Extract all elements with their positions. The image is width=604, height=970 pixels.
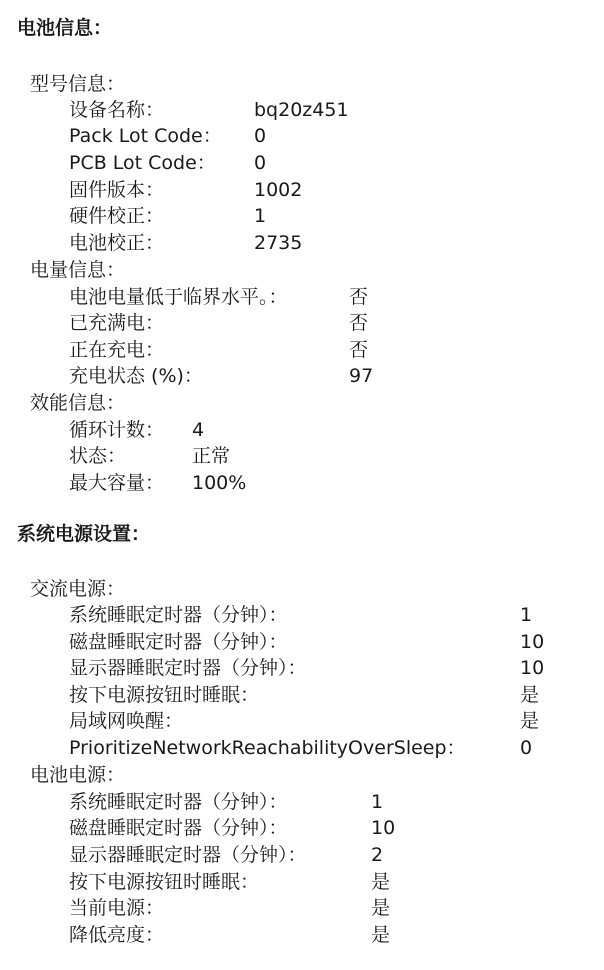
pack-lot-code-value: 0 [254, 125, 267, 147]
ac-network-reachability-label: PrioritizeNetworkReachabilityOverSleep： [69, 737, 466, 759]
fully-charged-value: 否 [349, 312, 369, 334]
power-settings-title: 系统电源设置： [17, 523, 151, 545]
batt-reduce-brightness-label: 降低亮度： [69, 924, 165, 946]
firmware-version-value: 1002 [254, 179, 303, 201]
ac-power-title: 交流电源： [30, 578, 126, 600]
firmware-version-label: 固件版本： [69, 179, 165, 201]
ac-wake-on-lan-value: 是 [520, 710, 540, 732]
device-name-label: 设备名称： [69, 99, 165, 121]
batt-system-sleep-label: 系统睡眠定时器（分钟）： [69, 791, 288, 813]
state-of-charge-value: 97 [349, 365, 374, 387]
batt-reduce-brightness-value: 是 [371, 924, 391, 946]
batt-display-sleep-label: 显示器睡眠定时器（分钟）： [69, 844, 307, 866]
charging-value: 否 [349, 339, 369, 361]
battery-info-title: 电池信息： [17, 17, 113, 39]
battery-power-title: 电池电源： [30, 764, 126, 786]
device-name-value: bq20z451 [254, 99, 349, 121]
model-info-title: 型号信息： [30, 73, 126, 95]
charge-info-title: 电量信息： [30, 259, 126, 281]
cycle-count-label: 循环计数： [69, 419, 165, 441]
batt-power-button-sleep-label: 按下电源按钮时睡眠： [69, 871, 260, 893]
ac-network-reachability-value: 0 [520, 737, 533, 759]
batt-current-power-source-label: 当前电源： [69, 897, 165, 919]
batt-power-button-sleep-value: 是 [371, 871, 391, 893]
ac-system-sleep-label: 系统睡眠定时器（分钟）： [69, 604, 288, 626]
cell-revision-value: 2735 [254, 232, 303, 254]
condition-value: 正常 [192, 445, 231, 467]
pack-lot-code-label: Pack Lot Code： [69, 125, 222, 147]
health-info-title: 效能信息： [30, 392, 126, 414]
batt-current-power-source-value: 是 [371, 897, 391, 919]
batt-display-sleep-value: 2 [371, 844, 384, 866]
ac-wake-on-lan-label: 局域网唤醒： [69, 710, 184, 732]
fully-charged-label: 已充满电： [69, 312, 165, 334]
max-capacity-label: 最大容量： [69, 472, 165, 494]
state-of-charge-label: 充电状态 (%)： [69, 365, 203, 387]
charge-below-warning-label: 电池电量低于临界水平。： [69, 286, 288, 308]
pcb-lot-code-label: PCB Lot Code： [69, 152, 216, 174]
ac-system-sleep-value: 1 [520, 604, 533, 626]
pcb-lot-code-value: 0 [254, 152, 267, 174]
batt-disk-sleep-label: 磁盘睡眠定时器（分钟）： [69, 817, 288, 839]
charge-below-warning-value: 否 [349, 286, 369, 308]
ac-disk-sleep-label: 磁盘睡眠定时器（分钟）： [69, 631, 288, 653]
cell-revision-label: 电池校正： [69, 232, 165, 254]
batt-disk-sleep-value: 10 [371, 817, 396, 839]
ac-display-sleep-label: 显示器睡眠定时器（分钟）： [69, 657, 307, 679]
ac-power-button-sleep-label: 按下电源按钮时睡眠： [69, 684, 260, 706]
ac-display-sleep-value: 10 [520, 657, 545, 679]
cycle-count-value: 4 [192, 419, 205, 441]
max-capacity-value: 100% [192, 472, 247, 494]
condition-label: 状态： [69, 445, 127, 467]
ac-power-button-sleep-value: 是 [520, 684, 540, 706]
hardware-revision-label: 硬件校正： [69, 205, 165, 227]
charging-label: 正在充电： [69, 339, 165, 361]
batt-system-sleep-value: 1 [371, 791, 384, 813]
hardware-revision-value: 1 [254, 205, 267, 227]
ac-disk-sleep-value: 10 [520, 631, 545, 653]
